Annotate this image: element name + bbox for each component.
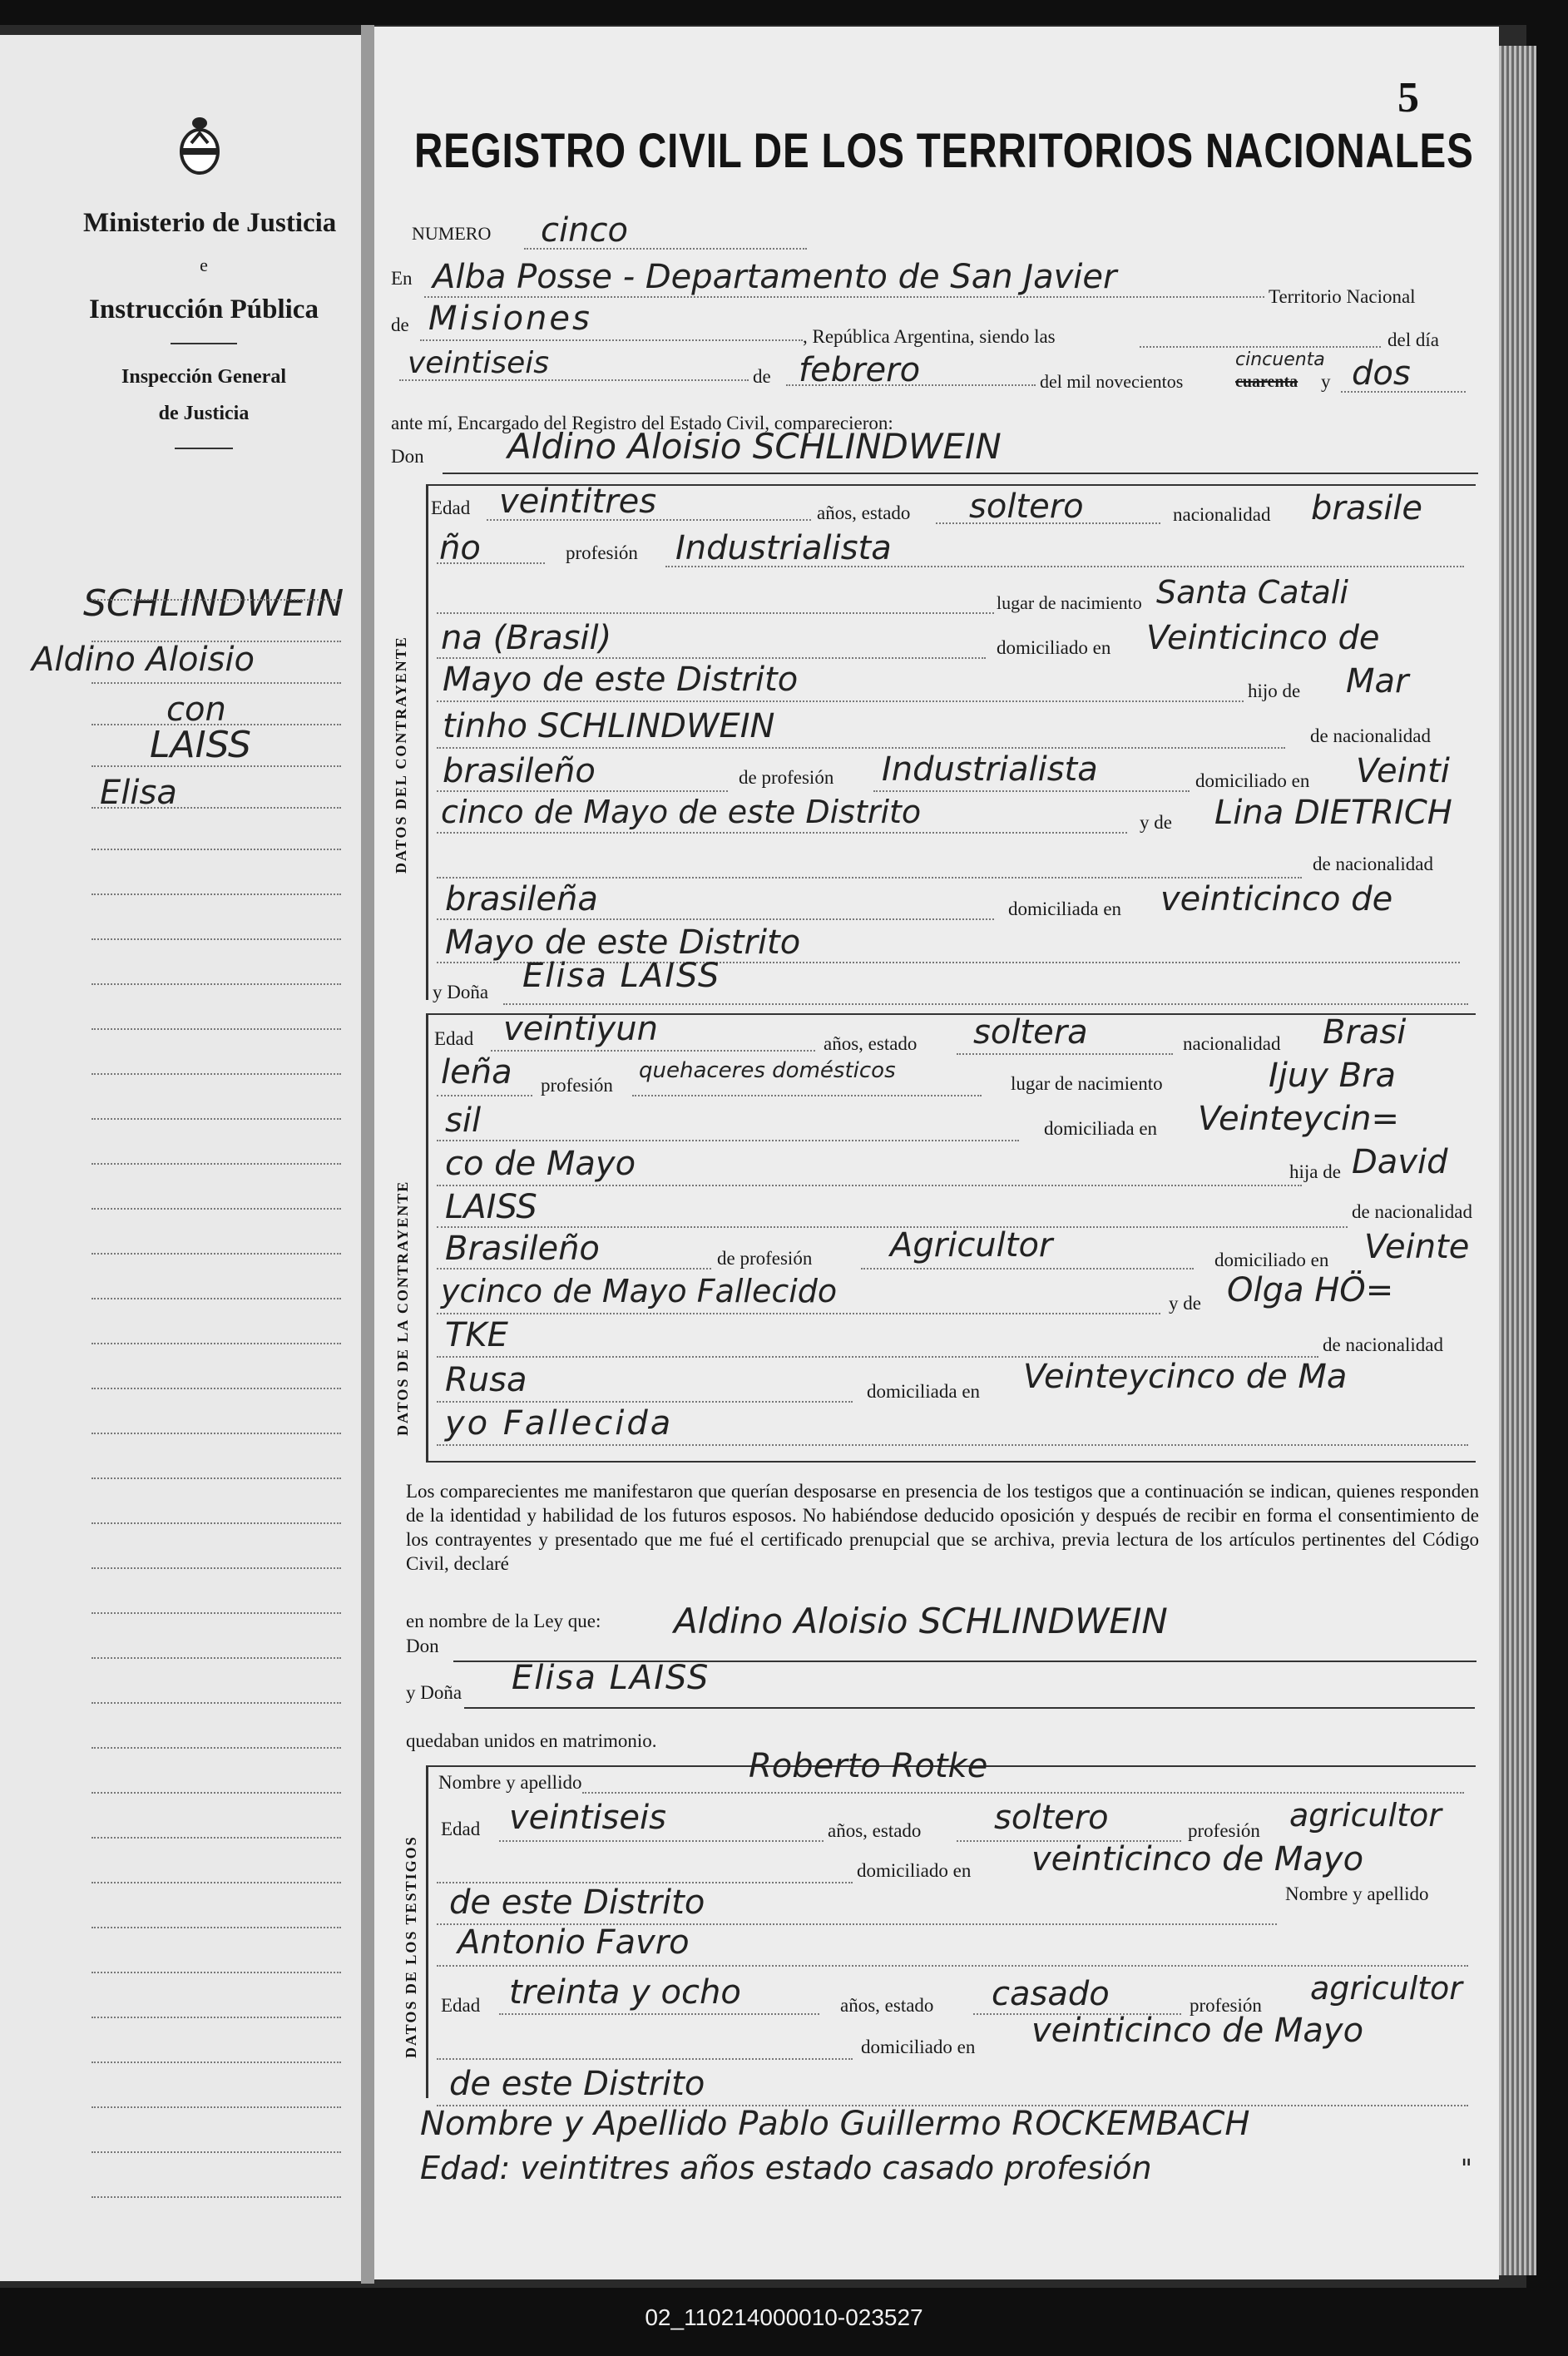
w2-dom-label: domiciliado en [861, 2037, 976, 2057]
declaration-groom-name: Aldino Aloisio SCHLINDWEIN [674, 1601, 1168, 1641]
groom-lugar-label: lugar de nacimiento [997, 592, 1142, 613]
groom-madre-dom-b: Mayo de este Distrito [445, 923, 801, 962]
bride-padre-nac: Brasileño [445, 1230, 600, 1268]
margin-note-bride-given: Elisa [100, 774, 177, 812]
republica-label: , República Argentina, siendo las [803, 326, 1056, 347]
bride-lugar-line-b [437, 1140, 1019, 1141]
groom-dom-line-b [437, 700, 1244, 702]
declaration-closing: quedaban unidos en matrimonio. [406, 1730, 657, 1751]
bride-estado-value: soltera [973, 1013, 1088, 1052]
groom-padre-prof: Industrialista [882, 750, 1098, 789]
bride-section-label: DATOS DE LA CONTRAYENTE [394, 1180, 411, 1436]
groom-ydona-label: y Doña [433, 982, 489, 1002]
groom-anos-label: años, estado [817, 502, 911, 523]
bride-madre-nac-label: de nacionalidad [1323, 1334, 1443, 1355]
groom-madre: Lina DIETRICH [1214, 794, 1452, 832]
bride-bottom-rule [426, 1461, 1476, 1463]
groom-dom-value-b: Mayo de este Distrito [443, 661, 799, 699]
y-label: y [1321, 371, 1331, 392]
en-field-line [424, 296, 1264, 298]
ministry-line-1: Ministerio de Justicia [83, 208, 337, 238]
bride-edad-value: veintiyun [503, 1010, 658, 1048]
bride-padre-nac-line [437, 1268, 711, 1270]
w2-edad-line [499, 2013, 819, 2015]
groom-dom-label: domiciliado en [997, 637, 1111, 658]
bride-padre-b: LAISS [445, 1188, 537, 1226]
del-dia-label: del día [1387, 329, 1439, 350]
groom-blank-line [437, 612, 994, 614]
groom-edad-value: veintitres [499, 483, 657, 521]
w2-edad: treinta y ocho [509, 1973, 741, 2012]
de-label: de [391, 314, 409, 335]
groom-dom-value-a: Veinticinco de [1146, 619, 1380, 657]
margin-note-surname: SCHLINDWEIN [83, 582, 344, 625]
year-value: dos [1352, 354, 1411, 393]
page-number: 5 [1397, 74, 1419, 121]
bride-madre-dom-line-b [437, 1444, 1468, 1446]
territory-value: Misiones [428, 299, 592, 338]
w1-prof-label: profesión [1188, 1820, 1260, 1841]
bride-dom-label: domiciliada en [1044, 1118, 1158, 1139]
coat-of-arms-icon [176, 113, 223, 175]
bride-padre-dom-b: ycinco de Mayo Fallecido [441, 1273, 838, 1309]
bride-padre-dom-a: Veinte [1364, 1228, 1470, 1266]
bride-estado-line [957, 1053, 1173, 1055]
bride-lugar-value-b: sil [445, 1101, 482, 1140]
w1-name: Roberto Rotke [749, 1747, 988, 1785]
bride-edad-label: Edad [434, 1028, 474, 1049]
bride-anos-label: años, estado [824, 1033, 918, 1054]
mil-label: del mil novecientos [1040, 371, 1184, 392]
en-value: Alba Posse - Departamento de San Javier [433, 258, 1117, 296]
de2-label: de [753, 366, 771, 387]
ante-label: ante mí, Encargado del Registro del Estado Civil, comparecieron: [391, 413, 893, 433]
year-struck: cuarenta [1235, 373, 1298, 391]
groom-madre-nac: brasileña [445, 880, 598, 918]
footer-caption: 02_110214000010-023527 [645, 2304, 923, 2330]
bride-denac-label: de nacionalidad [1352, 1201, 1472, 1222]
page-edges [1499, 46, 1536, 2275]
w2-prof: agricultor [1310, 1970, 1462, 2007]
groom-madre-dom-a: veinticinco de [1160, 880, 1393, 918]
margin-note-bride-surname: LAISS [150, 724, 251, 766]
en-label: En [391, 268, 413, 289]
bride-bracket [426, 1013, 428, 1463]
bride-madre-dom-b: yo Fallecida [445, 1404, 674, 1443]
groom-section-label: DATOS DEL CONTRAYENTE [393, 636, 409, 874]
ministry-line-2: e [200, 255, 208, 275]
groom-padre-b: tinho SCHLINDWEIN [443, 707, 775, 745]
ministry-sub-2: de Justicia [158, 403, 250, 424]
margin-note-con: con [166, 690, 226, 729]
bride-lugar-label: lugar de nacimiento [1011, 1073, 1163, 1094]
groom-deprof-label: de profesión [739, 767, 834, 788]
bride-dom-value-b: co de Mayo [445, 1145, 636, 1183]
w2-estado: casado [992, 1975, 1110, 2013]
bride-madre-b: TKE [445, 1316, 508, 1354]
w1-anos-label: años, estado [828, 1820, 922, 1841]
extra-witness-line-1: Nombre y Apellido Pablo Guillermo ROCKEMBACH [420, 2105, 1250, 2143]
bride-padre-a: David [1352, 1143, 1448, 1181]
groom-nac-value-b: ño [439, 529, 481, 567]
w1-edad: veintiseis [509, 1799, 666, 1837]
extra-witness-line-2: Edad: veintitres años estado casado profesión [420, 2150, 1152, 2186]
w1-nombre-label: Nombre y apellido [438, 1772, 582, 1793]
bride-nac-value-b: leña [441, 1053, 512, 1091]
mes-value: febrero [799, 351, 921, 389]
bride-padre-prof-line [861, 1268, 1194, 1270]
declaration-ley-label: en nombre de la Ley que: [406, 1611, 601, 1631]
w2-prof-label: profesión [1190, 1995, 1262, 2016]
groom-padre-dom-b: cinco de Mayo de este Distrito [441, 794, 922, 830]
groom-nac-value-a: brasile [1311, 489, 1423, 527]
groom-hijo-label: hijo de [1248, 681, 1301, 701]
divider [175, 448, 233, 449]
groom-bride-name: Elisa LAISS [522, 957, 721, 995]
bride-yde-label: y de [1169, 1293, 1201, 1314]
groom-padre-prof-line [873, 790, 1190, 792]
groom-padre-dom-label: domiciliado en [1195, 770, 1310, 791]
w1-nombre-line [582, 1792, 1464, 1794]
declaration-text: Los comparecientes me manifestaron que querían desposarse en presencia de los testigos que a continuación se indican, quienes responden de la identidad y habilidad de los futuros esposos. No habiéndose deducido oposición y después de recibir en forma el consentimiento de los contrayentes y presentado que me fué el certificado prenupcial que se archiva, previa lectura de los artículos pertinentes del Código Civil, declaré [406, 1481, 1479, 1574]
w2-name: Antonio Favro [458, 1923, 690, 1962]
ministry-line-3: Instrucción Pública [89, 294, 319, 324]
declaration-dona-line [464, 1707, 1475, 1709]
bride-madre-a: Olga HÖ= [1227, 1271, 1394, 1309]
groom-lugar-line-b [437, 657, 986, 659]
territorio-label: Territorio Nacional [1269, 286, 1416, 307]
bride-nac-value-a: Brasi [1323, 1013, 1407, 1052]
bride-madre-dom-label: domiciliada en [867, 1381, 981, 1402]
bride-deprof-label: de profesión [717, 1248, 813, 1269]
w1-edad-line [499, 1840, 824, 1842]
hour-field-line [1140, 346, 1381, 348]
groom-bride-line [503, 1003, 1468, 1005]
groom-madre-dom-label: domiciliada en [1008, 898, 1122, 919]
year-correction: cincuenta [1235, 349, 1325, 370]
bride-madre-dom-a: Veinteycinco de Ma [1023, 1358, 1348, 1396]
groom-yde-label: y de [1140, 812, 1172, 833]
numero-label: NUMERO [412, 223, 492, 244]
groom-nac-label: nacionalidad [1173, 504, 1271, 525]
numero-value: cinco [541, 211, 628, 250]
groom-estado-value: soltero [969, 488, 1084, 526]
book-spine [361, 25, 374, 2284]
w1-dom-a: veinticinco de Mayo [1031, 1840, 1364, 1878]
bride-prof-value: quehaceres domésticos [639, 1058, 896, 1083]
groom-padre-line-b [437, 747, 1285, 749]
groom-padre-dom-line-b [437, 832, 1127, 834]
w2-dom-a: veinticinco de Mayo [1031, 2012, 1364, 2050]
bride-padre-dom-label: domiciliado en [1214, 1250, 1329, 1270]
divider [171, 343, 237, 344]
don-value: Aldino Aloisio SCHLINDWEIN [507, 426, 1002, 467]
extra-witness-mark: " [1461, 2155, 1472, 2184]
bride-prof-label: profesión [541, 1075, 613, 1096]
w1-prof: agricultor [1289, 1797, 1442, 1834]
w2-dom-b: de este Distrito [449, 2065, 705, 2103]
declaration-bride-name: Elisa LAISS [512, 1659, 710, 1697]
witness-bracket [426, 1765, 428, 2098]
groom-madre-nac-label: de nacionalidad [1313, 854, 1433, 874]
don-label: Don [391, 446, 424, 467]
bride-dom-line-b [437, 1185, 1302, 1186]
dia-value: veintiseis [408, 346, 550, 380]
w2-blank-line [437, 2058, 853, 2060]
groom-edad-label: Edad [431, 497, 471, 518]
w2-nombre-line [437, 1965, 1468, 1967]
bride-padre-dom-line-b [437, 1313, 1160, 1314]
groom-padre-dom-a: Veinti [1356, 752, 1450, 790]
groom-madre-line [437, 877, 1302, 879]
declaration-don-label: Don [406, 1636, 439, 1656]
w1-dom-label: domiciliado en [857, 1860, 972, 1881]
witness-section-label: DATOS DE LOS TESTIGOS [403, 1835, 419, 2058]
w2-nombre-label: Nombre y apellido [1285, 1883, 1429, 1904]
bride-prof-line [632, 1095, 982, 1096]
bride-padre-prof: Agricultor [890, 1226, 1053, 1265]
groom-madre-nac-line [437, 918, 994, 920]
groom-padre-nac-line [437, 790, 728, 792]
bride-dom-value-a: Veinteycin= [1198, 1100, 1400, 1138]
don-field-line [443, 473, 1478, 474]
margin-note-given: Aldino Aloisio [32, 641, 255, 679]
groom-denac-label: de nacionalidad [1310, 725, 1431, 746]
w1-edad-label: Edad [441, 1819, 481, 1839]
w2-anos-label: años, estado [840, 1995, 934, 2016]
groom-prof-value: Industrialista [675, 529, 892, 567]
groom-lugar-value-a: Santa Catali [1156, 574, 1348, 611]
w1-estado: soltero [994, 1799, 1109, 1837]
groom-lugar-value-b: na (Brasil) [441, 619, 612, 657]
groom-bracket [426, 484, 428, 1000]
bride-madre-nac: Rusa [445, 1361, 527, 1399]
w1-dom-b: de este Distrito [449, 1883, 705, 1922]
bride-lugar-value-a: Ijuy Bra [1269, 1057, 1397, 1095]
bride-nac-line-b [437, 1095, 532, 1096]
w2-edad-label: Edad [441, 1995, 481, 2016]
bride-madre-nac-line [437, 1401, 853, 1403]
document-title: REGISTRO CIVIL DE LOS TERRITORIOS NACIONALES [414, 124, 1474, 178]
bride-nac-label: nacionalidad [1183, 1033, 1281, 1054]
groom-padre-nac: brasileño [443, 752, 596, 790]
groom-padre-a: Mar [1346, 662, 1409, 700]
ministry-sub-1: Inspección General [121, 366, 286, 388]
bride-edad-line [491, 1050, 815, 1052]
bride-hija-label: hija de [1289, 1161, 1341, 1182]
de-field-line [420, 339, 803, 341]
declaration-ydona-label: y Doña [406, 1682, 462, 1703]
groom-prof-label: profesión [566, 542, 638, 563]
